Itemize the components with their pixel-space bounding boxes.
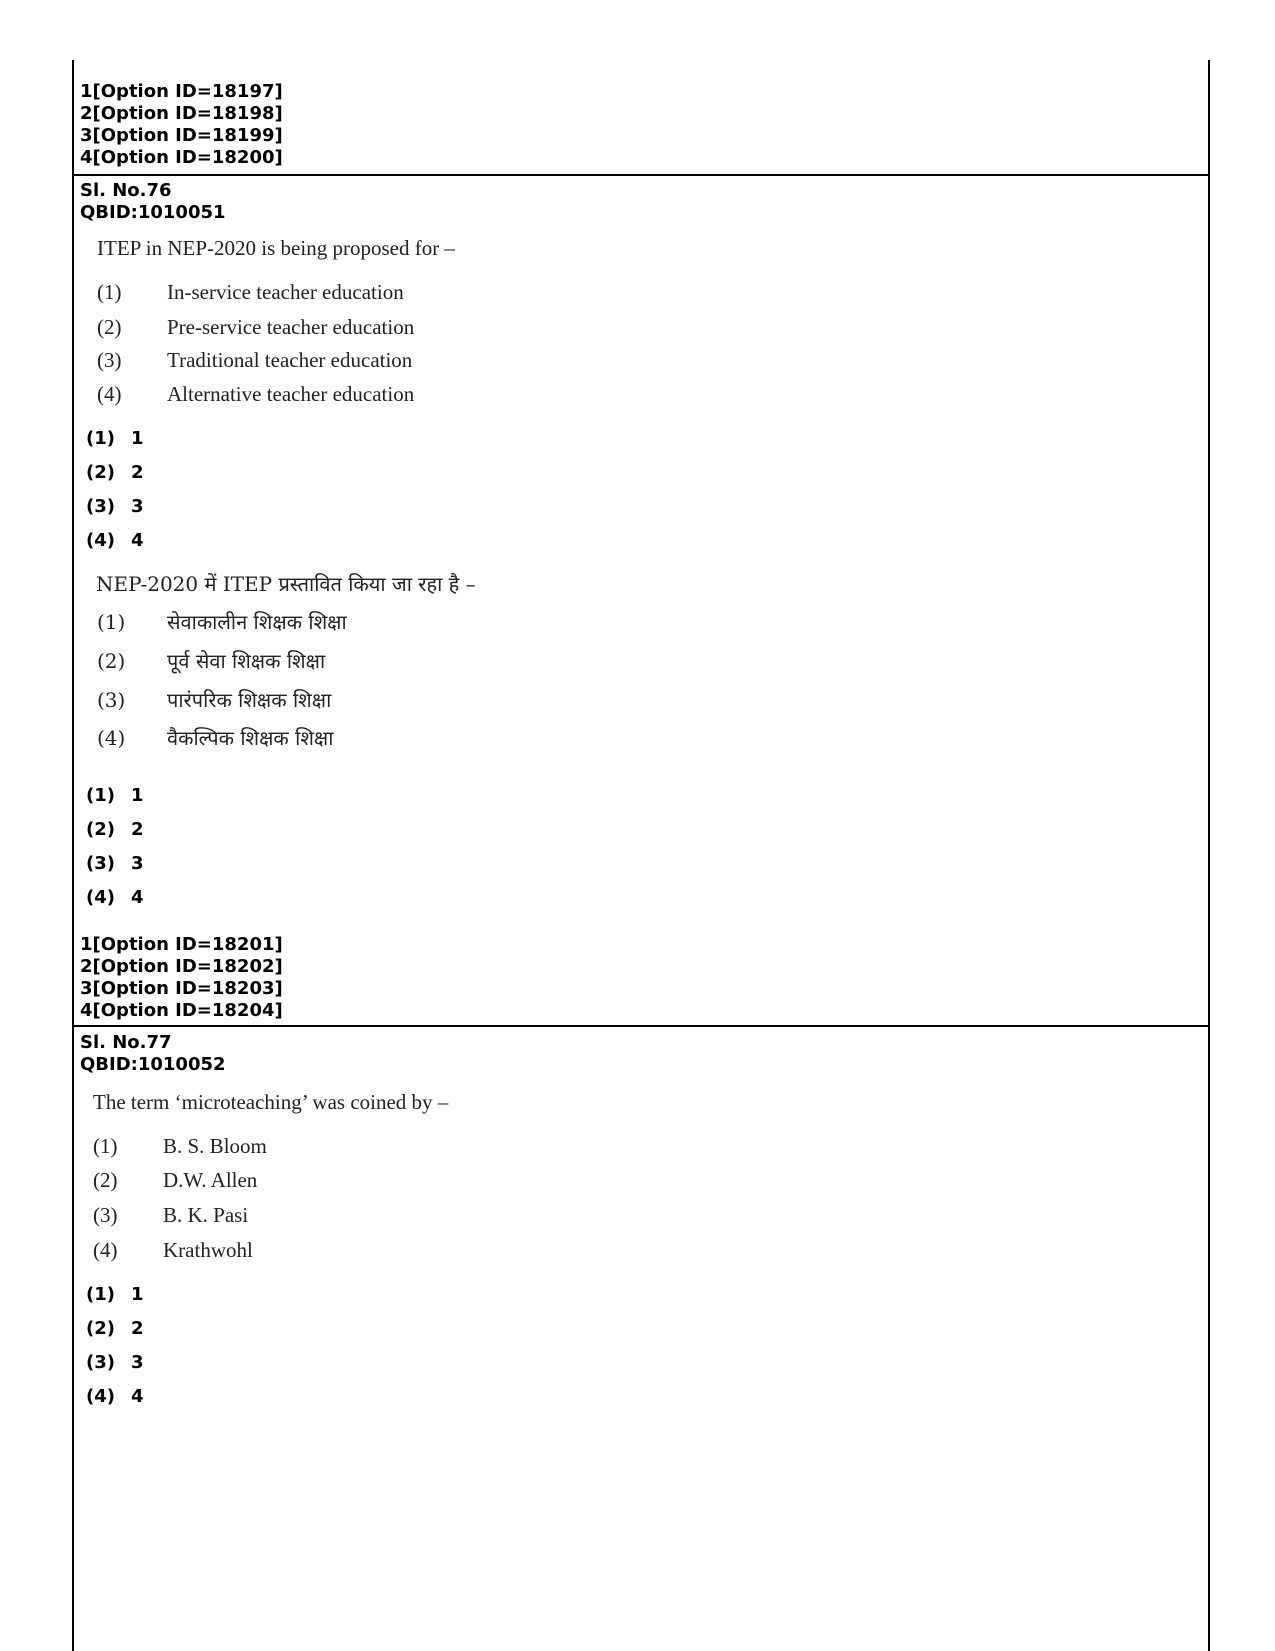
answer-number: (1) [86, 428, 115, 449]
q76-choice-en [97, 382, 414, 407]
answer-option[interactable] [86, 1284, 144, 1305]
answer-option[interactable] [86, 1386, 144, 1407]
choice-text: D.W. Allen [163, 1168, 258, 1192]
option-id: 1[Option ID=18197] [80, 81, 283, 102]
choice-text: Alternative teacher education [167, 382, 415, 406]
q76-question-hi: NEP-2020 में ITEP प्रस्तावित किया जा रहा है – [96, 572, 476, 596]
serial-number: Sl. No.77 [80, 1032, 172, 1053]
option-id: 4[Option ID=18204] [80, 1000, 283, 1021]
q76-choice-en [97, 315, 414, 340]
choice-number: (2) [97, 315, 122, 339]
choice-number: (2) [97, 649, 126, 673]
q77-choice-en [93, 1168, 257, 1193]
answer-number: (1) [86, 1284, 115, 1305]
answer-value: 3 [131, 496, 144, 517]
choice-number: (4) [97, 382, 122, 406]
q76-choice-hi [97, 647, 325, 674]
choice-text: पारंपरिक शिक्षक शिक्षा [167, 688, 332, 712]
q76-header [80, 180, 226, 224]
choice-text: B. K. Pasi [163, 1203, 249, 1227]
divider [72, 1025, 1210, 1027]
answer-value: 3 [131, 1352, 144, 1373]
answer-option[interactable] [86, 1352, 144, 1373]
choice-number: (1) [97, 280, 122, 304]
choice-number: (2) [93, 1168, 118, 1192]
answer-number: (2) [86, 462, 115, 483]
choice-text: B. S. Bloom [163, 1134, 267, 1158]
answer-number: (3) [86, 496, 115, 517]
q77-choice-en [93, 1134, 267, 1159]
answer-value: 4 [131, 887, 144, 908]
qbid: QBID:1010052 [80, 1054, 226, 1075]
answer-value: 4 [131, 1386, 144, 1407]
choice-number: (3) [97, 688, 126, 712]
answer-number: (4) [86, 1386, 115, 1407]
q76-question-en: ITEP in NEP-2020 is being proposed for – [97, 236, 455, 260]
q76-choice-en [97, 348, 412, 373]
answer-option[interactable] [86, 496, 144, 517]
answer-option[interactable] [86, 887, 144, 908]
option-id: 1[Option ID=18201] [80, 934, 283, 955]
choice-number: (4) [93, 1238, 118, 1262]
answer-option[interactable] [86, 1318, 144, 1339]
answer-value: 2 [131, 1318, 144, 1339]
option-id: 3[Option ID=18203] [80, 978, 283, 999]
choice-number: (4) [97, 726, 126, 750]
answer-value: 1 [131, 428, 144, 449]
choice-text: सेवाकालीन शिक्षक शिक्षा [167, 610, 347, 634]
answer-value: 1 [131, 1284, 144, 1305]
serial-number: Sl. No.76 [80, 180, 172, 201]
q76-option-ids [80, 934, 283, 1022]
answer-number: (4) [86, 887, 115, 908]
answer-number: (3) [86, 853, 115, 874]
answer-option[interactable] [86, 853, 144, 874]
answer-number: (4) [86, 530, 115, 551]
answer-option[interactable] [86, 785, 144, 806]
q77-choice-en [93, 1238, 253, 1263]
qbid: QBID:1010051 [80, 202, 226, 223]
choice-number: (3) [93, 1203, 118, 1227]
answer-option[interactable] [86, 462, 144, 483]
answer-number: (2) [86, 1318, 115, 1339]
answer-value: 2 [131, 819, 144, 840]
q76-choice-en [97, 280, 404, 305]
q77-choice-en [93, 1203, 248, 1228]
answer-option[interactable] [86, 428, 144, 449]
divider [72, 174, 1210, 176]
answer-option[interactable] [86, 530, 144, 551]
choice-number: (3) [97, 348, 122, 372]
option-id: 2[Option ID=18202] [80, 956, 283, 977]
option-id: 4[Option ID=18200] [80, 147, 283, 168]
choice-text: पूर्व सेवा शिक्षक शिक्षा [167, 649, 326, 673]
q77-question-en: The term ‘microteaching’ was coined by – [93, 1090, 449, 1114]
answer-value: 4 [131, 530, 144, 551]
answer-option[interactable] [86, 819, 144, 840]
q76-choice-hi [97, 724, 333, 751]
answer-number: (3) [86, 1352, 115, 1373]
choice-text: Traditional teacher education [167, 348, 413, 372]
choice-text: वैकल्पिक शिक्षक शिक्षा [167, 726, 334, 750]
q77-header [80, 1032, 226, 1076]
answer-number: (2) [86, 819, 115, 840]
option-id: 2[Option ID=18198] [80, 103, 283, 124]
choice-number: (1) [97, 610, 126, 634]
choice-text: Krathwohl [163, 1238, 253, 1262]
q76-choice-hi [97, 686, 331, 713]
answer-value: 1 [131, 785, 144, 806]
top-option-ids [80, 81, 283, 169]
option-id: 3[Option ID=18199] [80, 125, 283, 146]
choice-number: (1) [93, 1134, 118, 1158]
choice-text: Pre-service teacher education [167, 315, 415, 339]
q76-choice-hi [97, 608, 347, 635]
choice-text: In-service teacher education [167, 280, 404, 304]
answer-value: 2 [131, 462, 144, 483]
answer-value: 3 [131, 853, 144, 874]
answer-number: (1) [86, 785, 115, 806]
